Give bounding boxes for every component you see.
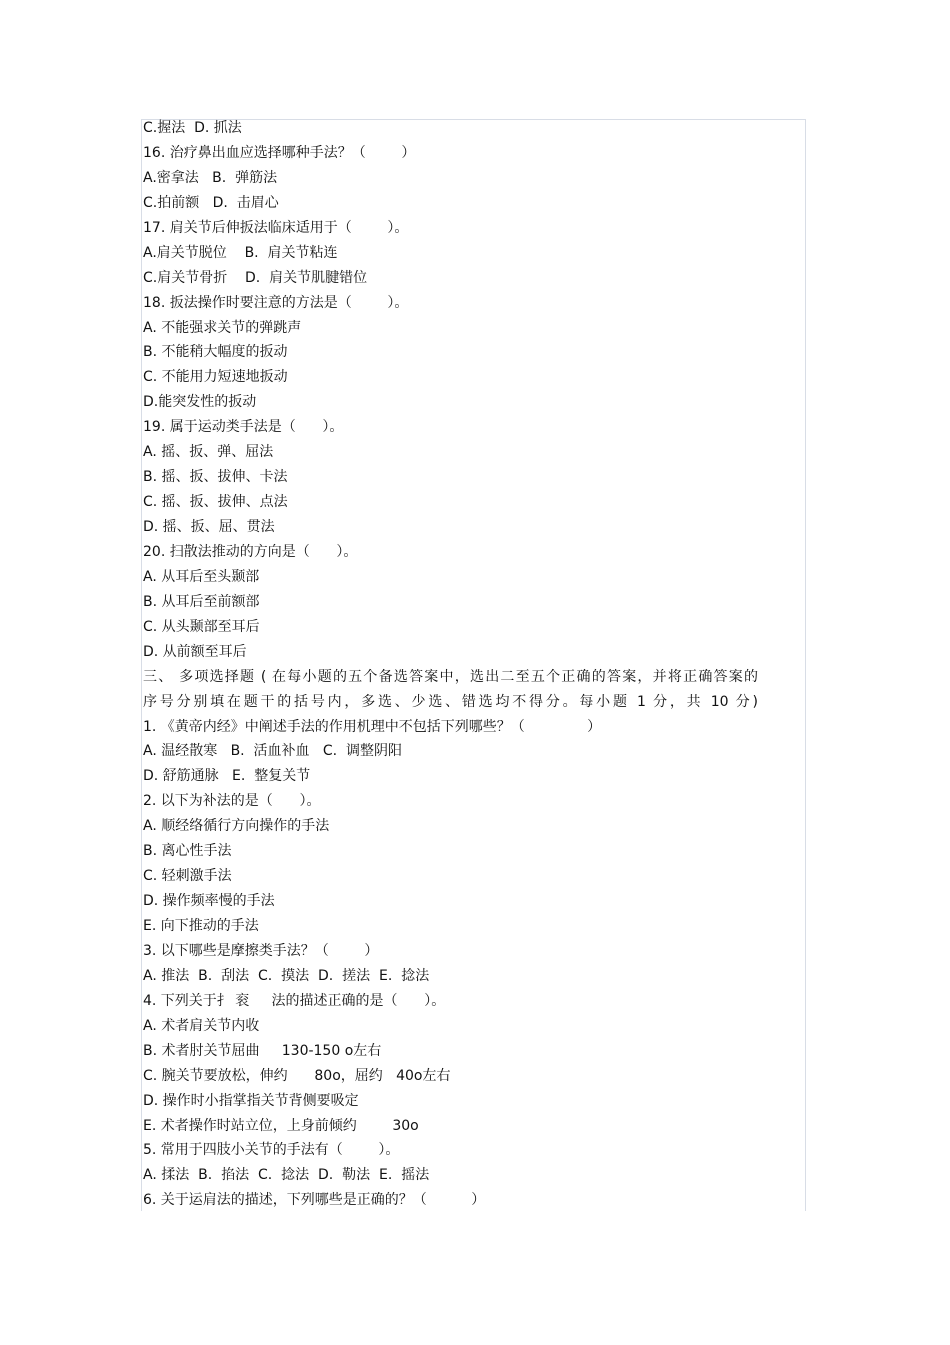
text-line: B. 摇、扳、拔伸、卡法	[143, 469, 288, 486]
text-line: C. 从头颞部至耳后	[143, 618, 260, 635]
text-line: A. 摇、扳、弹、屈法	[143, 444, 274, 461]
text-line: 1. 《黄帝内经》中阐述手法的作用机理中不包括下列哪些？（ ）	[143, 718, 602, 735]
text-line: 16. 治疗鼻出血应选择哪种手法？（ ）	[143, 144, 416, 161]
text-line: A. 从耳后至头颞部	[143, 568, 260, 585]
text-line: D. 操作频率慢的手法	[143, 893, 275, 910]
text-line: C.肩关节骨折 D. 肩关节肌腱错位	[143, 269, 368, 286]
text-line: 3. 以下哪些是摩擦类手法？（ ）	[143, 942, 379, 959]
text-line: A. 顺经络循行方向操作的手法	[143, 818, 330, 835]
text-line: C. 摇、扳、拔伸、点法	[143, 494, 288, 511]
text-line: 三、 多项选择题 ( 在每小题的五个备选答案中，选出二至五个正确的答案，并将正确答案的	[143, 668, 758, 685]
text-line: C. 不能用力短速地扳动	[143, 369, 288, 386]
text-line: C.握法 D. 抓法	[143, 120, 242, 136]
text-line: B. 从耳后至前额部	[143, 593, 260, 610]
text-line: 18. 扳法操作时要注意的方法是（ ）。	[143, 294, 409, 311]
text-line: A. 术者肩关节内收	[143, 1017, 260, 1034]
text-line: A.肩关节脱位 B. 肩关节粘连	[143, 244, 338, 261]
text-line: B. 不能稍大幅度的扳动	[143, 344, 288, 361]
text-line: 序号分别填在题干的括号内，多选、少选、错选均不得分。每小题 1 分，共 10 分)	[143, 693, 758, 710]
document-body	[143, 116, 758, 1213]
text-line: A.密拿法 B. 弹筋法	[143, 169, 278, 186]
text-line: 5. 常用于四肢小关节的手法有（ ）。	[143, 1142, 400, 1159]
text-line: E. 向下推动的手法	[143, 918, 259, 934]
text-line: D. 从前额至耳后	[143, 643, 247, 660]
text-line: E. 术者操作时站立位，上身前倾约 30o	[143, 1117, 419, 1134]
text-line: A. 揉法 B. 掐法 C. 捻法 D. 勒法 E. 摇法	[143, 1167, 430, 1184]
text-line: D. 操作时小指掌指关节背侧要吸定	[143, 1092, 359, 1109]
text-line: 4. 下列关于扌 衮 法的描述正确的是（ ）。	[143, 992, 446, 1009]
text-line: D.能突发性的扳动	[143, 394, 257, 411]
text-line: D. 摇、扳、屈、贯法	[143, 519, 275, 535]
text-line: A. 不能强求关节的弹跳声	[143, 319, 302, 336]
text-line: A. 温经散寒 B. 活血补血 C. 调整阴阳	[143, 743, 403, 760]
text-line: 6. 关于运肩法的描述，下列哪些是正确的？（ ）	[143, 1192, 486, 1209]
text-line: C. 轻刺激手法	[143, 868, 232, 885]
text-line: 17. 肩关节后伸扳法临床适用于（ ）。	[143, 219, 409, 236]
text-line: 20. 扫散法推动的方向是（ ）。	[143, 543, 358, 560]
text-line: B. 离心性手法	[143, 843, 232, 860]
text-line: D. 舒筋通脉 E. 整复关节	[143, 768, 311, 785]
text-line: C.拍前额 D. 击眉心	[143, 194, 279, 211]
text-line: 2. 以下为补法的是（ ）。	[143, 793, 321, 810]
text-line: B. 术者肘关节屈曲 130-150 o左右	[143, 1042, 382, 1059]
text-line: C. 腕关节要放松，伸约 80o，屈约 40o左右	[143, 1067, 451, 1084]
text-line: A. 推法 B. 刮法 C. 摸法 D. 搓法 E. 捻法	[143, 967, 430, 984]
text-line: 19. 属于运动类手法是（ ）。	[143, 419, 344, 436]
